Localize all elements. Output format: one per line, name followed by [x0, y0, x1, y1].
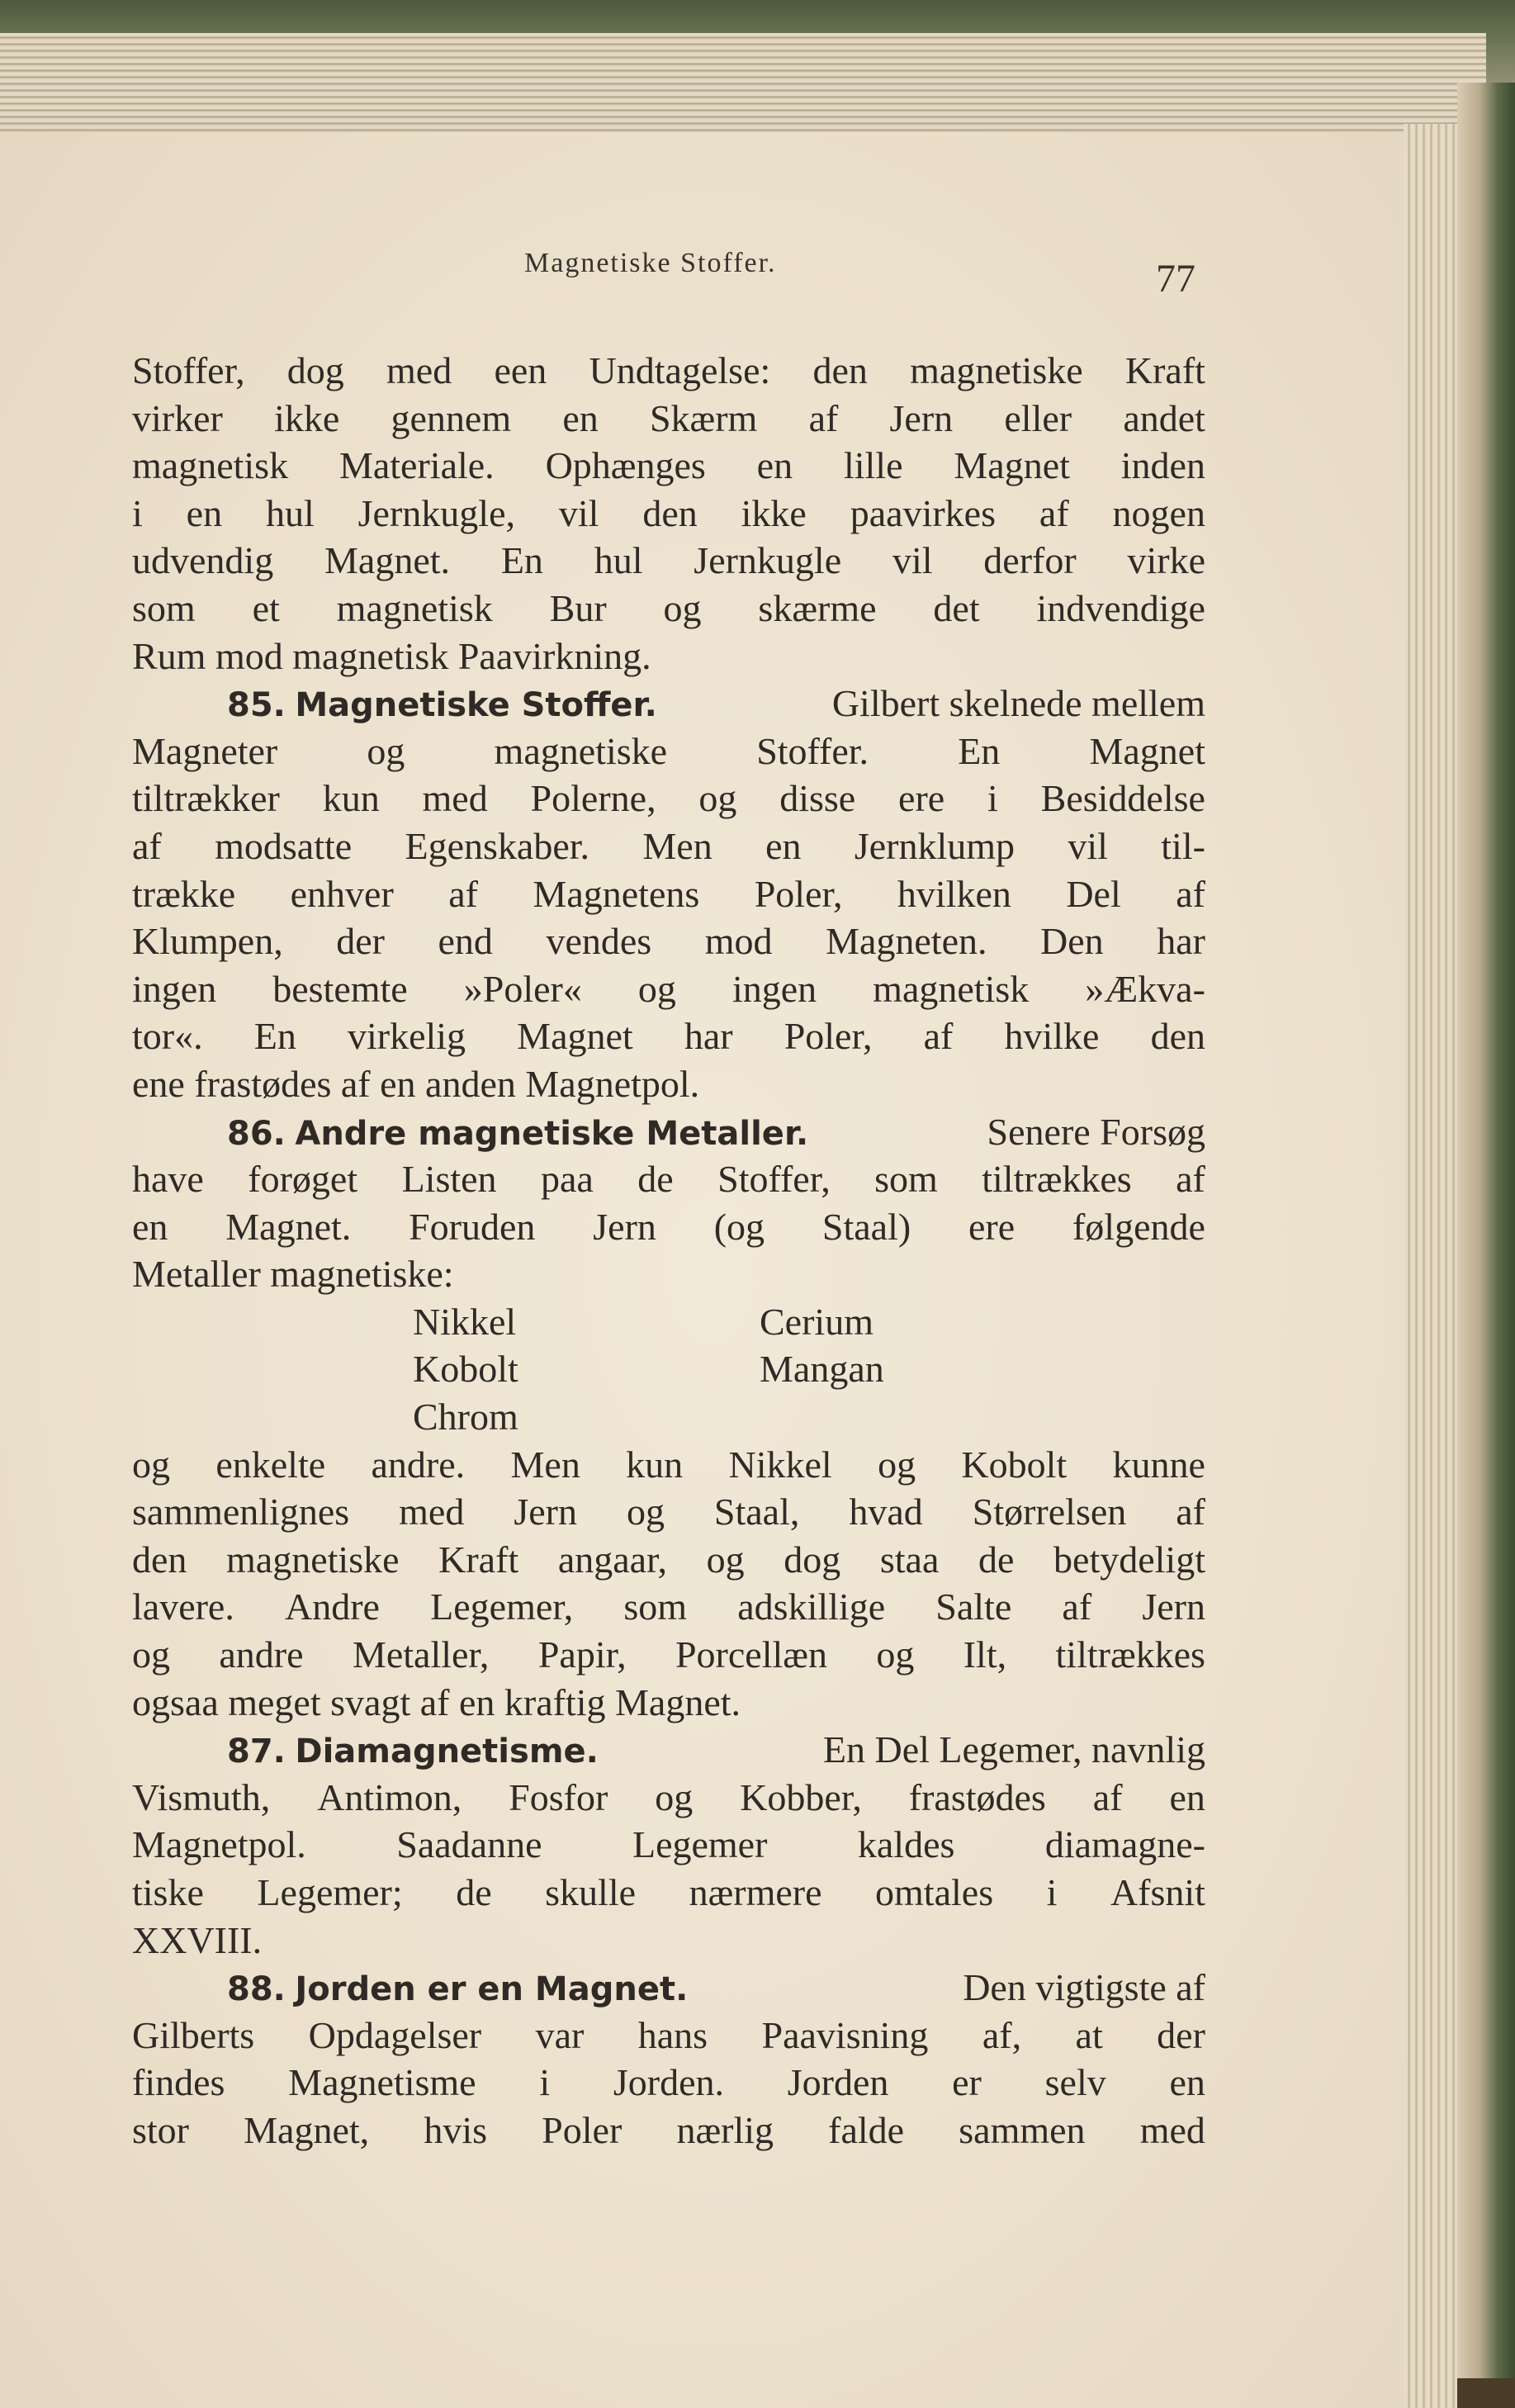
list-item: Kobolt: [413, 1348, 518, 1391]
text-line: tor«. En virkelig Magnet har Poler, af hvilke den: [132, 1015, 1205, 1058]
text-line: og andre Metaller, Papir, Porcellæn og Ilt, tiltrækkes: [132, 1633, 1205, 1676]
text-line: Rum mod magnetisk Paavirkning.: [132, 634, 651, 677]
text-line: Magneter og magnetiske Stoffer. En Magnet: [132, 729, 1205, 772]
section-number: 86.: [227, 1114, 286, 1153]
list-item: Cerium: [760, 1300, 873, 1343]
section-first-text: Gilbert skelnede mellem: [831, 682, 1205, 725]
section-first-line: [132, 1964, 1205, 2012]
text-line: trække enhver af Magnetens Poler, hvilken Del af: [132, 872, 1205, 915]
section-first-line: [132, 1726, 1205, 1774]
text-line: sammenlignes med Jern og Staal, hvad Størrelsen af: [132, 1491, 1205, 1533]
text-line: XXVIII.: [132, 1918, 263, 1961]
text-line: magnetisk Materiale. Ophænges en lille Magnet inden: [132, 444, 1205, 487]
section-88: [132, 1964, 1205, 2154]
text-line: Klumpen, der end vendes mod Magneten. Den har: [132, 920, 1205, 963]
text-line: have forøget Listen paa de Stoffer, som tiltrækkes af: [132, 1158, 1205, 1201]
list-item: Mangan: [760, 1348, 884, 1391]
text-line: virker ikke gennem en Skærm af Jern eller andet: [132, 396, 1205, 439]
section-heading: Magnetiske Stoffer.: [295, 686, 657, 725]
text-line: findes Magnetisme i Jorden. Jorden er selv en: [132, 2061, 1205, 2104]
text-line: stor Magnet, hvis Poler nærlig falde sammen med: [132, 2108, 1205, 2151]
body-text: [132, 347, 1205, 2154]
text-line: tiske Legemer; de skulle nærmere omtales i Afsnit: [132, 1871, 1205, 1914]
paragraph-continuation: [132, 347, 1205, 680]
text-line: tiltrækker kun med Polerne, og disse ere i Besiddelse: [132, 777, 1205, 820]
book-cover-edge: [1457, 83, 1515, 2378]
text-line: og enkelte andre. Men kun Nikkel og Kobolt kunne: [132, 1443, 1205, 1486]
text-line: Gilberts Opdagelser var hans Paavisning af, at der: [132, 2013, 1205, 2056]
text-line: ogsaa meget svagt af en kraftig Magnet.: [132, 1680, 741, 1723]
metal-list: [132, 1298, 1205, 1441]
page-edges-right: [1404, 124, 1457, 2408]
page-number: 77: [1156, 257, 1195, 301]
running-title: Magnetiske Stoffer.: [524, 248, 777, 278]
section-number: 87.: [227, 1733, 286, 1771]
list-item: Chrom: [413, 1396, 518, 1439]
text-line: Magnetpol. Saadanne Legemer kaldes diamagne-: [132, 1823, 1205, 1866]
section-first-line: [132, 1108, 1205, 1156]
section-first-text: En Del Legemer, navnlig: [822, 1728, 1205, 1771]
section-first-line: [132, 680, 1205, 728]
text-line: lavere. Andre Legemer, som adskillige Salte af Jern: [132, 1586, 1205, 1628]
text-line: som et magnetisk Bur og skærme det indvendige: [132, 586, 1205, 629]
section-85: [132, 680, 1205, 1107]
metal-list-column-1: [413, 1298, 518, 1441]
text-line: Vismuth, Antimon, Fosfor og Kobber, frastødes af en: [132, 1775, 1205, 1818]
text-line: udvendig Magnet. En hul Jernkugle vil derfor virke: [132, 539, 1205, 582]
metal-list-column-2: [760, 1298, 884, 1393]
section-heading: Andre magnetiske Metaller.: [295, 1114, 809, 1153]
section-heading: Jorden er en Magnet.: [295, 1970, 689, 2009]
text-line: ingen bestemte »Poler« og ingen magnetisk »Ækva-: [132, 967, 1205, 1010]
section-87: [132, 1726, 1205, 1964]
text-line: en Magnet. Foruden Jern (og Staal) ere følgende: [132, 1205, 1205, 1248]
section-first-text: Den vigtigste af: [963, 1966, 1205, 2009]
text-line: den magnetiske Kraft angaar, og dog staa de betydeligt: [132, 1538, 1205, 1581]
section-first-text: Senere Forsøg: [987, 1110, 1205, 1153]
text-line: Metaller magnetiske:: [132, 1253, 454, 1296]
section-number: 88.: [227, 1970, 286, 2009]
text-line: Stoffer, dog med een Undtagelse: den magnetiske Kraft: [132, 349, 1205, 391]
text-line: af modsatte Egenskaber. Men en Jernklump vil til-: [132, 824, 1205, 867]
list-item: Nikkel: [413, 1300, 517, 1343]
text-line: ene frastødes af en anden Magnetpol.: [132, 1062, 700, 1105]
section-86: [132, 1108, 1205, 1727]
section-number: 85.: [227, 686, 286, 725]
text-line: i en hul Jernkugle, vil den ikke paavirkes af nogen: [132, 491, 1205, 534]
section-heading: Diamagnetisme.: [295, 1733, 599, 1771]
page-edges-top: [0, 33, 1486, 140]
